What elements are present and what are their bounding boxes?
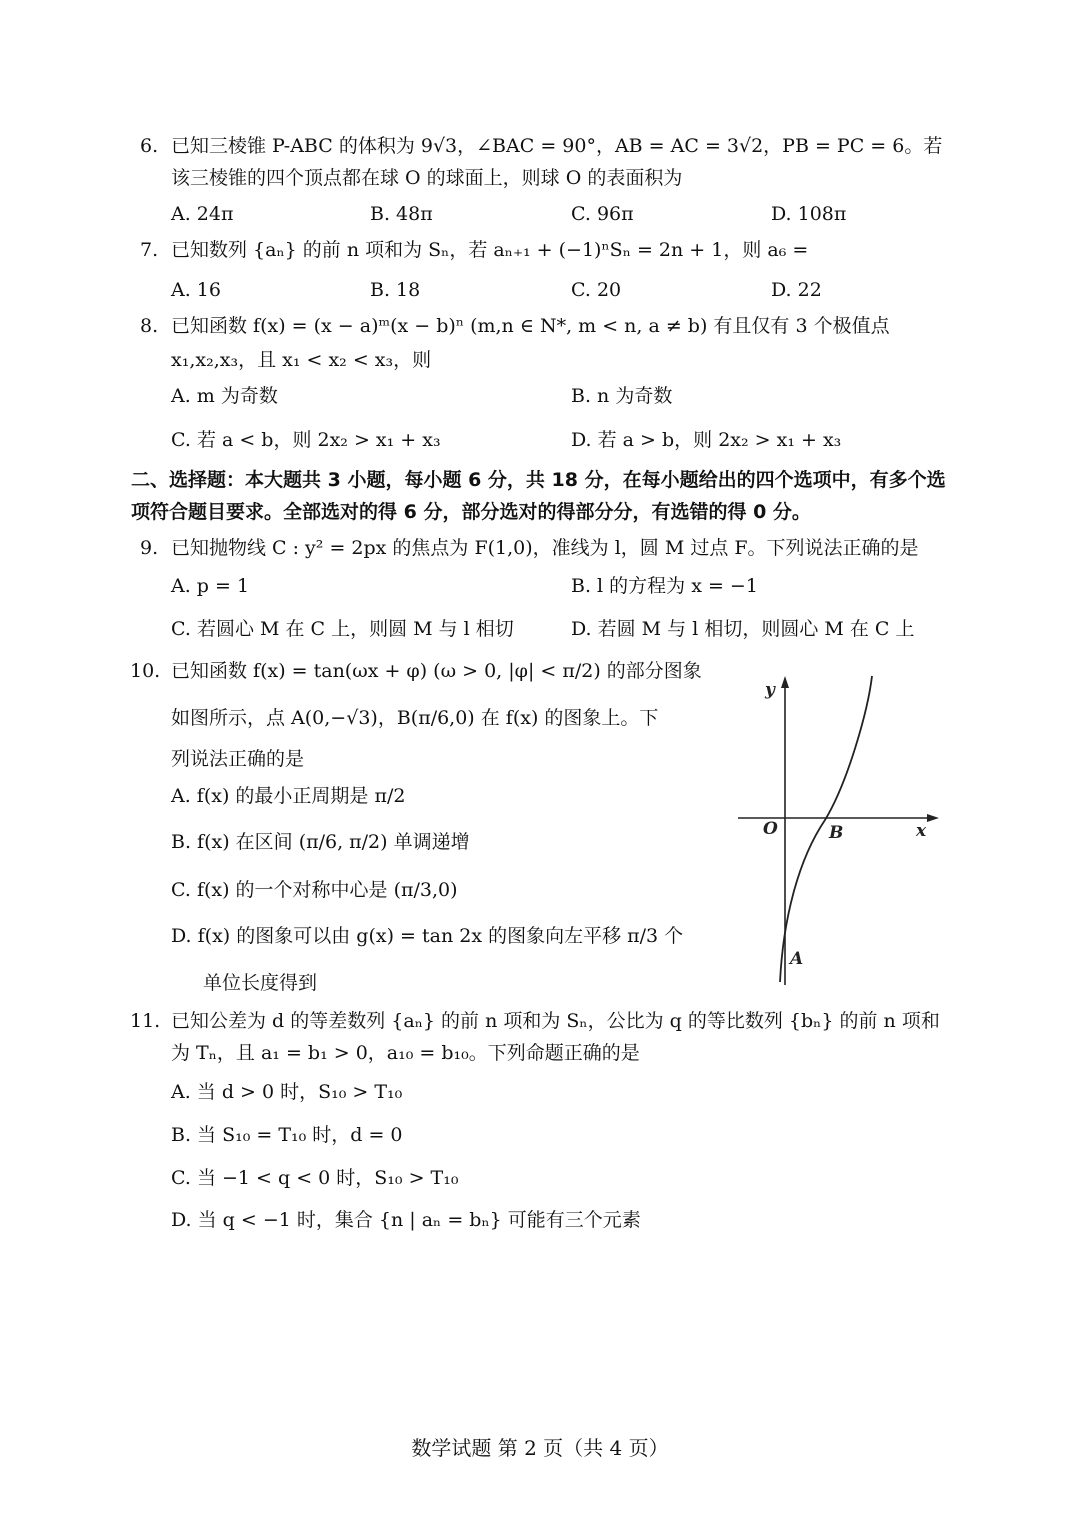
q10-stem-line1: 已知函数 f(x) = tan(ωx + φ) (ω > 0, |φ| < π/2) 的部分图象: [171, 660, 702, 682]
q7-option-d: D. 22: [771, 279, 822, 301]
q11-option-d: D. 当 q < −1 时，集合 {n | aₙ = bₙ} 可能有三个元素: [171, 1209, 641, 1231]
q6-option-c: C. 96π: [571, 203, 634, 225]
q10-option-d-continuation: 单位长度得到: [203, 972, 318, 994]
q7-option-a: A. 16: [171, 279, 221, 301]
q10-stem-line3: 列说法正确的是: [171, 748, 305, 770]
q7-number: 7.: [140, 239, 159, 261]
q8-option-c: C. 若 a < b，则 2x₂ > x₁ + x₃: [171, 429, 441, 451]
q8-option-b: B. n 为奇数: [571, 385, 673, 407]
q11-stem-line1: 已知公差为 d 的等差数列 {aₙ} 的前 n 项和为 Sₙ，公比为 q 的等比数列 {bₙ} 的前 n 项和: [171, 1010, 940, 1032]
q9-option-d: D. 若圆 M 与 l 相切，则圆心 M 在 C 上: [571, 618, 915, 640]
q8-option-d: D. 若 a > b，则 2x₂ > x₁ + x₃: [571, 429, 842, 451]
y-axis-label: y: [765, 680, 775, 700]
q11-option-c: C. 当 −1 < q < 0 时，S₁₀ > T₁₀: [171, 1167, 459, 1189]
q6-stem-line1: 已知三棱锥 P-ABC 的体积为 9√3，∠BAC = 90°，AB = AC = 3√2，PB = PC = 6。若: [171, 135, 943, 157]
page-footer: 数学试题 第 2 页（共 4 页）: [411, 1436, 669, 1460]
q9-stem-line1: 已知抛物线 C : y² = 2px 的焦点为 F(1,0)，准线为 l，圆 M 过点 F。下列说法正确的是: [171, 537, 919, 559]
q8-number: 8.: [140, 315, 159, 337]
q9-option-a: A. p = 1: [171, 575, 250, 597]
q7-stem-line1: 已知数列 {aₙ} 的前 n 项和为 Sₙ，若 aₙ₊₁ + (−1)ⁿSₙ = 2n + 1，则 a₆ =: [171, 239, 809, 261]
point-b-label: B: [829, 823, 844, 843]
q10-stem-line2: 如图所示，点 A(0,−√3)，B(π/6,0) 在 f(x) 的图象上。下: [171, 707, 659, 729]
point-a-label: A: [790, 949, 804, 969]
q10-option-b: B. f(x) 在区间 (π/6, π/2) 单调递增: [171, 831, 470, 853]
q10-tangent-graph: [730, 670, 945, 990]
q11-stem-line2: 为 Tₙ，且 a₁ = b₁ > 0，a₁₀ = b₁₀。下列命题正确的是: [171, 1042, 640, 1064]
q8-option-a: A. m 为奇数: [171, 385, 278, 407]
x-axis-label: x: [916, 821, 927, 841]
q7-option-c: C. 20: [571, 279, 622, 301]
q9-number: 9.: [140, 537, 159, 559]
q6-stem-line2: 该三棱锥的四个顶点都在球 O 的球面上，则球 O 的表面积为: [171, 167, 683, 189]
y-axis-arrow: [781, 676, 789, 688]
q6-option-b: B. 48π: [370, 203, 433, 225]
q8-stem-line1: 已知函数 f(x) = (x − a)ᵐ(x − b)ⁿ (m,n ∈ N*, m < n, a ≠ b) 有且仅有 3 个极值点: [171, 315, 890, 337]
q11-option-a: A. 当 d > 0 时，S₁₀ > T₁₀: [171, 1081, 403, 1103]
q11-number: 11.: [130, 1010, 161, 1032]
section2-heading-line1: 二、选择题：本大题共 3 小题，每小题 6 分，共 18 分，在每小题给出的四个选项中，有多个选: [131, 469, 946, 491]
q10-number: 10.: [130, 660, 161, 682]
q10-option-c: C. f(x) 的一个对称中心是 (π/3,0): [171, 879, 458, 901]
q6-number: 6.: [140, 135, 159, 157]
q9-option-b: B. l 的方程为 x = −1: [571, 575, 758, 597]
origin-label: O: [763, 819, 778, 839]
q9-option-c: C. 若圆心 M 在 C 上，则圆 M 与 l 相切: [171, 618, 514, 640]
q10-option-a: A. f(x) 的最小正周期是 π/2: [171, 785, 406, 807]
q10-option-d: D. f(x) 的图象可以由 g(x) = tan 2x 的图象向左平移 π/3 个: [171, 925, 684, 947]
tangent-curve: [780, 676, 872, 982]
q6-option-d: D. 108π: [771, 203, 847, 225]
x-axis-arrow: [927, 814, 939, 822]
q8-stem-line2: x₁,x₂,x₃，且 x₁ < x₂ < x₃，则: [171, 349, 432, 371]
q7-option-b: B. 18: [370, 279, 421, 301]
q11-option-b: B. 当 S₁₀ = T₁₀ 时，d = 0: [171, 1124, 403, 1146]
section2-heading-line2: 项符合题目要求。全部选对的得 6 分，部分选对的得部分分，有选错的得 0 分。: [131, 501, 811, 523]
q6-option-a: A. 24π: [171, 203, 234, 225]
